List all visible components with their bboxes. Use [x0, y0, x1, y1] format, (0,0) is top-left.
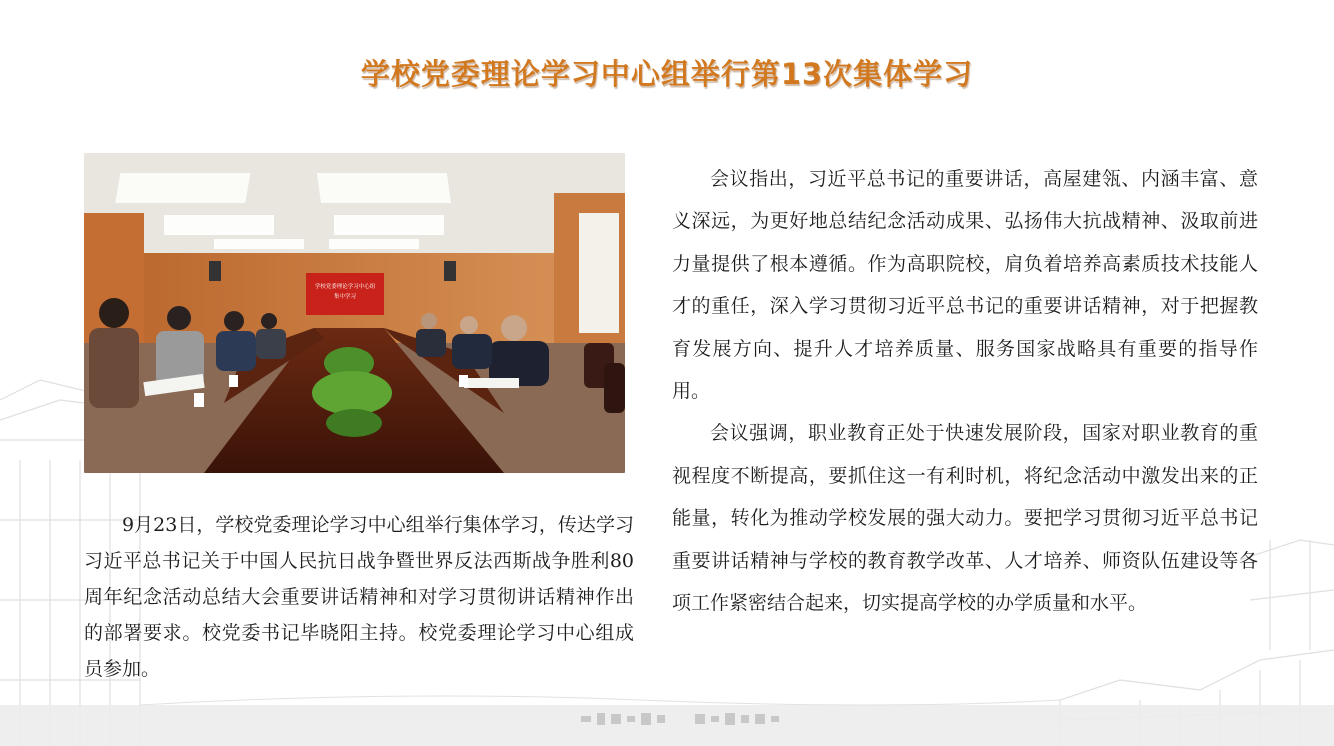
- paragraph-meeting-emphasized: 会议强调，职业教育正处于快速发展阶段，国家对职业教育的重视程度不断提高，要抓住这一有利时机，将纪念活动中激发出来的正能量，转化为推动学校发展的强大动力。要把学习贯彻习近平总书记重要讲话精神与学校的教育教学改革、人才培养、师资队伍建设等各项工作紧密结合起来，切实提高学校的办学质量和水平。: [672, 422, 1258, 615]
- calligraphy-watermark: [575, 708, 815, 730]
- left-column: [84, 507, 634, 687]
- screen-line-2: 集中学习: [333, 294, 357, 300]
- right-column: [672, 158, 1258, 624]
- intro-paragraph: 9月23日，学校党委理论学习中心组举行集体学习，传达学习习近平总书记关于中国人民抗日战争暨世界反法西斯战争胜利80周年纪念活动总结大会重要讲话精神和对学习贯彻讲话精神作出的部署要求。校党委书记毕晓阳主持。校党委理论学习中心组成员参加。: [84, 514, 634, 680]
- page-title: 学校党委理论学习中心组举行第13次集体学习: [360, 57, 974, 91]
- paragraph-meeting-pointed-out: 会议指出，习近平总书记的重要讲话，高屋建瓴、内涵丰富、意义深远，为更好地总结纪念活动成果、弘扬伟大抗战精神、汲取前进力量提供了根本遵循。作为高职院校，肩负着培养高素质技术技能人才的重任，深入学习贯彻习近平总书记的重要讲话精神，对于把握教育发展方向、提升人才培养质量、服务国家战略具有重要的指导作用。: [672, 168, 1258, 403]
- screen-line-1: 学校党委理论学习中心组: [314, 284, 376, 290]
- meeting-photo: [84, 153, 625, 473]
